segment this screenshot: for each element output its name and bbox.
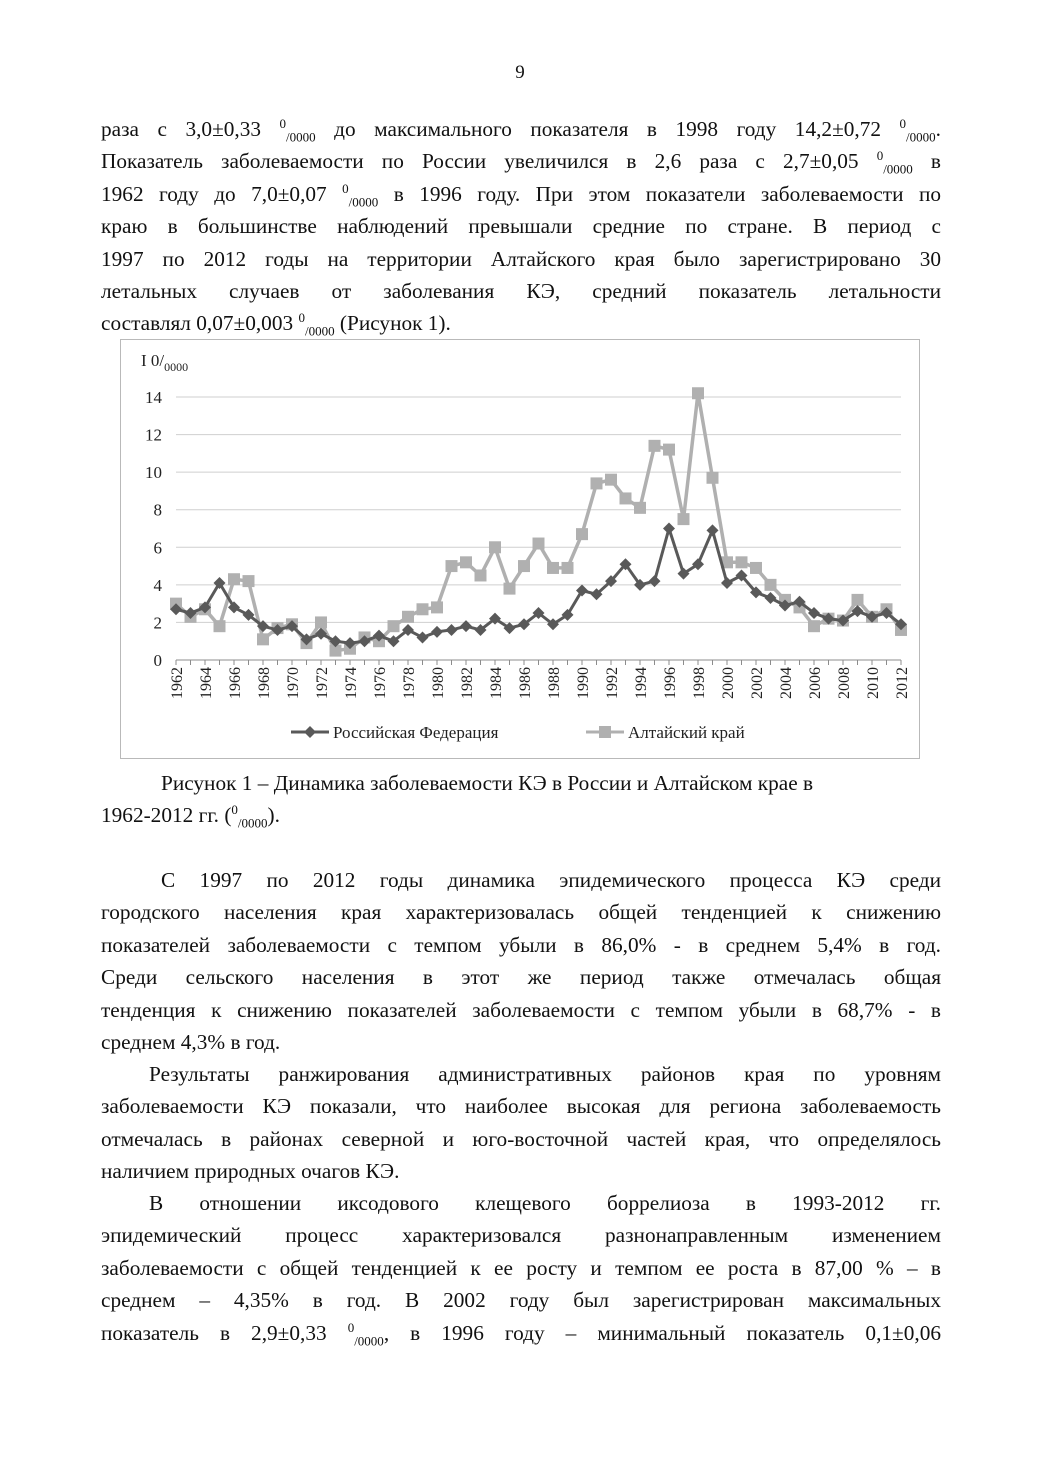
- data-point: [562, 562, 574, 574]
- y-tick-label: 2: [153, 613, 162, 633]
- paragraph-intro: [101, 113, 941, 340]
- legend-marker: [304, 726, 316, 738]
- data-point: [417, 631, 429, 643]
- data-point: [315, 616, 327, 628]
- data-point: [489, 541, 501, 553]
- figure-chart: [120, 339, 920, 759]
- x-tick-label: 1972: [314, 667, 331, 699]
- x-tick-label: 1970: [285, 667, 302, 699]
- text-line: тенденция к снижению показателей заболеваемости с темпом убыли в 68,7% - в: [101, 997, 941, 1022]
- data-point: [852, 594, 864, 606]
- x-tick-label: 2010: [865, 667, 882, 699]
- text-line: раза с 3,0±0,33 $^0_{/0000}$ до максимального показателя в 1998 году 14,2±0,72 $^0_{/0000}$.: [101, 115, 941, 145]
- text-line: краю в большинстве наблюдений превышали средние по стране. В период с: [101, 214, 941, 239]
- paragraph-urban-rural: [101, 864, 941, 1058]
- y-tick-label: 0: [153, 651, 162, 670]
- data-point: [214, 620, 226, 632]
- data-point: [431, 626, 443, 638]
- data-point: [721, 577, 733, 589]
- y-tick-label: 10: [145, 463, 162, 483]
- data-point: [533, 538, 545, 550]
- text-line: составлял 0,07±0,003 $^0_{/0000}$ (Рисунок 1).: [101, 310, 451, 339]
- x-tick-label: 1990: [575, 667, 592, 699]
- data-point: [620, 492, 632, 504]
- data-point: [634, 502, 646, 514]
- x-tick-label: 1994: [633, 667, 650, 699]
- caption-line: Рисунок 1 – Динамика заболеваемости КЭ в России и Алтайском крае в: [161, 771, 814, 795]
- text-line: С 1997 по 2012 годы динамика эпидемического процесса КЭ среди: [161, 868, 941, 892]
- text-line: 1997 по 2012 годы на территории Алтайского края было зарегистрировано 30: [101, 246, 941, 271]
- caption-line: 1962-2012 гг. ($^0_{/0000}$).: [101, 802, 280, 831]
- data-point: [678, 513, 690, 525]
- data-point: [605, 474, 617, 486]
- text-line: заболеваемости с общей тенденцией к ее росту и темпом ее роста в 87,00 % – в: [101, 1255, 941, 1280]
- data-point: [750, 562, 762, 574]
- text-line: отмечалась в районах северной и юго-восточной частей края, что определялось: [101, 1126, 941, 1151]
- x-tick-label: 2002: [749, 667, 766, 699]
- text-line: показателей заболеваемости с темпом убыли в 86,0% - в среднем 5,4% в год.: [101, 932, 941, 957]
- text-line: 1962 году до 7,0±0,07 $^0_{/0000}$ в 1996 году. При этом показатели заболеваемости по: [101, 180, 941, 210]
- x-tick-label: 1992: [604, 667, 621, 699]
- x-tick-label: 2004: [778, 667, 795, 699]
- x-tick-label: 1984: [488, 667, 505, 699]
- data-point: [243, 575, 255, 587]
- data-point: [808, 620, 820, 632]
- text-line: наличием природных очагов КЭ.: [101, 1159, 400, 1184]
- y-tick-label: 6: [153, 538, 162, 558]
- y-tick-label: 4: [153, 575, 162, 595]
- x-tick-label: 1982: [459, 667, 476, 699]
- x-tick-label: 2000: [720, 667, 737, 699]
- legend-label: Алтайский край: [628, 723, 745, 742]
- data-point: [649, 440, 661, 452]
- text-line: летальных случаев от заболевания КЭ, средний показатель летальности: [101, 279, 941, 304]
- text-line: Результаты ранжирования административных районов края по уровням: [149, 1062, 941, 1086]
- data-point: [547, 562, 559, 574]
- data-point: [504, 583, 516, 595]
- text-line: городского населения края характеризовалась общей тенденцией к снижению: [101, 900, 941, 925]
- data-point: [417, 603, 429, 615]
- y-tick-label: 12: [145, 425, 162, 445]
- data-point: [518, 560, 530, 572]
- paragraph-districts: [101, 1058, 941, 1188]
- data-point: [765, 592, 777, 604]
- text-line: Среди сельского населения в этот же период также отмечалась общая: [101, 965, 941, 990]
- page-number: 9: [515, 62, 525, 83]
- x-tick-label: 1996: [662, 667, 679, 699]
- data-point: [736, 556, 748, 568]
- data-point: [402, 611, 414, 623]
- data-point: [591, 477, 603, 489]
- data-point: [228, 573, 240, 585]
- text-line: среднем – 4,35% в год. В 2002 году был зарегистрирован максимальных: [101, 1288, 941, 1313]
- x-tick-label: 1974: [343, 667, 360, 699]
- x-tick-label: 1976: [372, 667, 389, 699]
- data-point: [663, 523, 675, 535]
- x-tick-label: 1968: [256, 667, 273, 699]
- y-axis-label: I $0/_{0000}$: [141, 351, 189, 374]
- text-line: среднем 4,3% в год.: [101, 1030, 281, 1055]
- legend-item: [586, 723, 745, 742]
- legend-item: [291, 723, 499, 742]
- x-tick-label: 2008: [836, 667, 853, 699]
- data-point: [446, 624, 458, 636]
- legend-label: Российская Федерация: [333, 723, 499, 742]
- figure-caption: [101, 767, 941, 832]
- x-tick-label: 1966: [227, 667, 244, 699]
- data-point: [663, 444, 675, 456]
- data-point: [475, 569, 487, 581]
- data-point: [576, 528, 588, 540]
- data-point: [707, 472, 719, 484]
- x-tick-label: 1998: [691, 667, 708, 699]
- x-tick-label: 2006: [807, 667, 824, 699]
- y-tick-label: 8: [153, 500, 162, 520]
- x-tick-label: 2012: [894, 667, 911, 699]
- x-tick-label: 1986: [517, 667, 534, 699]
- text-line: показатель в 2,9±0,33 $^0_{/0000}$, в 1996 году – минимальный показатель 0,1±0,06: [101, 1319, 942, 1348]
- y-tick-label: 14: [145, 388, 162, 407]
- data-point: [692, 387, 704, 399]
- text-line: заболеваемости КЭ показали, что наиболее высокая для региона заболеваемость: [101, 1094, 941, 1119]
- x-tick-label: 1964: [198, 667, 215, 699]
- data-point: [388, 620, 400, 632]
- data-point: [257, 633, 269, 645]
- legend-marker: [599, 726, 611, 738]
- text-line: В отношении иксодового клещевого боррелиоза в 1993-2012 гг.: [149, 1191, 941, 1215]
- data-point: [460, 556, 472, 568]
- paragraph-borreliosis: [101, 1187, 941, 1349]
- x-tick-label: 1988: [546, 667, 563, 699]
- text-line: эпидемический процесс характеризовался разнонаправленным изменением: [101, 1223, 941, 1248]
- x-tick-label: 1978: [401, 667, 418, 699]
- data-point: [707, 524, 719, 536]
- x-tick-label: 1980: [430, 667, 447, 699]
- data-point: [765, 579, 777, 591]
- data-point: [446, 560, 458, 572]
- incidence-line-chart: [121, 340, 921, 760]
- data-point: [431, 601, 443, 613]
- x-tick-label: 1962: [169, 667, 186, 699]
- text-line: Показатель заболеваемости по России увеличился в 2,6 раза с 2,7±0,05 $^0_{/0000}$ в: [101, 148, 941, 177]
